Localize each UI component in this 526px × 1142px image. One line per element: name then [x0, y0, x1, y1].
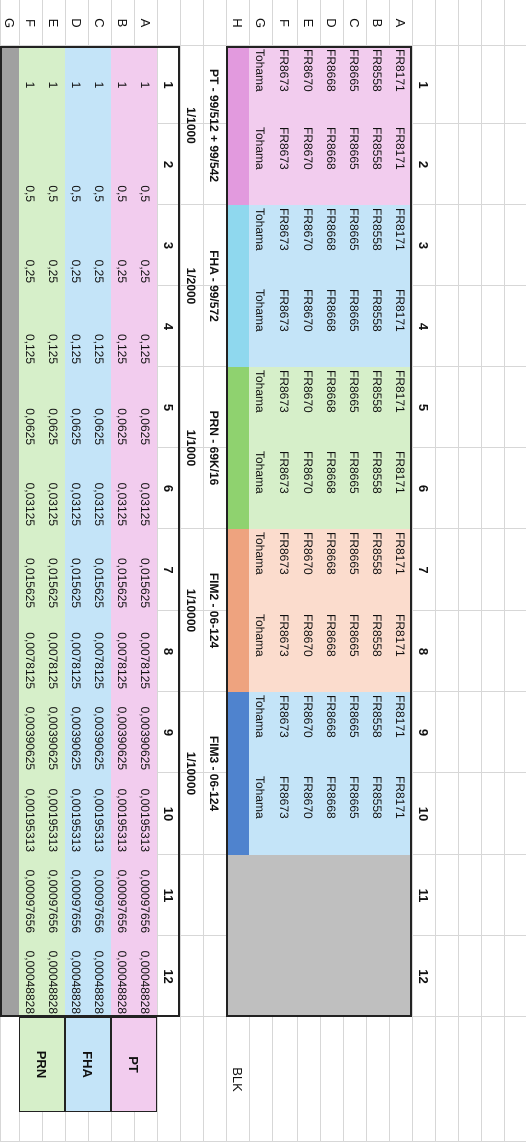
- dilution-well: 1: [111, 46, 134, 124]
- blank-label: BLK: [230, 1067, 245, 1092]
- dilution-well: 0,00390625: [111, 692, 134, 773]
- plate-well: FR8668: [320, 611, 343, 692]
- plate-well: FR8673: [272, 773, 297, 855]
- plate-well: FR8171: [389, 611, 412, 692]
- dilution-well: 0,00097656: [88, 855, 111, 936]
- dilution-well: 0,03125: [65, 448, 88, 529]
- dilution-well: 0,5: [111, 124, 134, 205]
- dilution-well: 0,25: [134, 205, 157, 286]
- plate-well: FR8558: [366, 46, 389, 124]
- plate-well: FR8668: [320, 773, 343, 855]
- dilution-well: 1: [65, 46, 88, 124]
- plate-well: FR8171: [389, 367, 412, 448]
- column-number: 1: [416, 81, 431, 89]
- column-number: 11: [416, 888, 431, 903]
- dilution-well: 0,0625: [111, 367, 134, 448]
- group-title: FIM2 - 06-124: [207, 572, 222, 649]
- plate-well: FR8673: [272, 46, 297, 124]
- plate-well: FR8558: [366, 286, 389, 367]
- dilution-well: 0,03125: [88, 448, 111, 529]
- plate-well: FR8665: [343, 692, 366, 773]
- dilution-well: 0,03125: [134, 448, 157, 529]
- column-number: 2: [416, 160, 431, 169]
- plate-well: FR8668: [320, 692, 343, 773]
- plate-well: FR8558: [366, 611, 389, 692]
- column-number: 8: [416, 647, 431, 656]
- dilution-well: 0,00048828: [111, 936, 134, 1017]
- dilution-well: 0,015625: [88, 529, 111, 611]
- dilution-well: 0,00195313: [19, 773, 42, 855]
- row-letter: B: [115, 18, 130, 28]
- plate-well: FR8171: [389, 773, 412, 855]
- plate-well: FR8668: [320, 529, 343, 611]
- column-number: 5: [161, 403, 176, 412]
- plate-well: Tohama: [249, 124, 272, 205]
- row-letter: E: [301, 18, 316, 28]
- dilution-well: 0,0625: [19, 367, 42, 448]
- dilution-well: 0,00097656: [19, 855, 42, 936]
- row-letter: A: [393, 18, 408, 28]
- plate-well: FR8670: [297, 46, 320, 124]
- plate-well: FR8668: [320, 286, 343, 367]
- plate-well: Tohama: [249, 46, 272, 124]
- plate-well: Tohama: [249, 448, 272, 529]
- row-letter: F: [23, 19, 38, 27]
- dilution-well: 0,0625: [65, 367, 88, 448]
- plate-well: FR8670: [297, 692, 320, 773]
- plate-well: FR8665: [343, 205, 366, 286]
- dilution-well: 0,03125: [111, 448, 134, 529]
- dilution-well: 0,0078125: [111, 611, 134, 692]
- plate-well: FR8670: [297, 367, 320, 448]
- column-number: 10: [161, 806, 176, 822]
- dilution-well: 0,00048828: [88, 936, 111, 1017]
- group-dilution: 1/1000: [184, 107, 199, 144]
- bottom-plate-border: [0, 46, 180, 1017]
- plate-well: FR8673: [272, 367, 297, 448]
- row-letter: H: [230, 18, 245, 28]
- group-title: PT - 99/512 + 99/542: [207, 68, 222, 183]
- plate-well: FR8670: [297, 611, 320, 692]
- column-number: 8: [161, 647, 176, 656]
- dilution-well: 0,0078125: [65, 611, 88, 692]
- row-letter: D: [324, 18, 339, 28]
- plate-row-label: PRN: [19, 1017, 65, 1112]
- plate-well: FR8171: [389, 124, 412, 205]
- dilution-well: 0,015625: [65, 529, 88, 611]
- plate-well: FR8673: [272, 205, 297, 286]
- plate-well: FR8558: [366, 205, 389, 286]
- row-letter: G: [2, 17, 17, 29]
- plate-well: Tohama: [249, 773, 272, 855]
- dilution-well: 0,5: [42, 124, 65, 205]
- column-number: 7: [416, 566, 431, 574]
- dilution-well: 0,0625: [134, 367, 157, 448]
- dilution-well: 0,25: [65, 205, 88, 286]
- plate-well: FR8558: [366, 124, 389, 205]
- plate-row-label: PT: [111, 1017, 157, 1112]
- plate-well: Tohama: [249, 611, 272, 692]
- plate-well: FR8171: [389, 448, 412, 529]
- plate-well: FR8171: [389, 692, 412, 773]
- row-letter: B: [370, 18, 385, 28]
- dilution-well: 0,00195313: [111, 773, 134, 855]
- dilution-well: 0,00097656: [65, 855, 88, 936]
- plate-well: Tohama: [249, 529, 272, 611]
- plate-well: FR8558: [366, 773, 389, 855]
- dilution-well: 0,0078125: [42, 611, 65, 692]
- dilution-well: 1: [19, 46, 42, 124]
- plate-well: Tohama: [249, 692, 272, 773]
- dilution-well: 0,015625: [111, 529, 134, 611]
- dilution-well: 0,00195313: [42, 773, 65, 855]
- plate-well: Tohama: [249, 367, 272, 448]
- dilution-well: 0,125: [111, 286, 134, 367]
- top-plate-border: [226, 46, 412, 1017]
- plate-well: FR8673: [272, 611, 297, 692]
- dilution-well: 0,125: [42, 286, 65, 367]
- plate-well: Tohama: [249, 286, 272, 367]
- dilution-well: 0,125: [65, 286, 88, 367]
- row-letter: E: [46, 18, 61, 28]
- row-letter: C: [347, 18, 362, 28]
- plate-well: FR8668: [320, 205, 343, 286]
- plate-well: FR8668: [320, 124, 343, 205]
- plate-well: FR8673: [272, 448, 297, 529]
- plate-well: FR8673: [272, 286, 297, 367]
- dilution-well: 0,25: [42, 205, 65, 286]
- group-title: FIM3 - 06-124: [207, 735, 222, 812]
- column-number: 11: [161, 888, 176, 903]
- dilution-well: 0,00390625: [42, 692, 65, 773]
- column-number: 7: [161, 566, 176, 574]
- dilution-well: 0,0625: [42, 367, 65, 448]
- dilution-well: 0,00097656: [42, 855, 65, 936]
- dilution-well: 0,00390625: [88, 692, 111, 773]
- plate-well: FR8670: [297, 124, 320, 205]
- dilution-well: 0,015625: [19, 529, 42, 611]
- column-number: 10: [416, 806, 431, 822]
- plate-well: FR8665: [343, 286, 366, 367]
- plate-well: FR8558: [366, 367, 389, 448]
- plate-well: FR8171: [389, 46, 412, 124]
- dilution-well: 0,00390625: [19, 692, 42, 773]
- dilution-well: 0,125: [88, 286, 111, 367]
- plate-well: FR8670: [297, 205, 320, 286]
- column-number: 4: [416, 322, 431, 331]
- dilution-well: 0,0078125: [19, 611, 42, 692]
- plate-well: FR8673: [272, 692, 297, 773]
- column-number: 3: [416, 241, 431, 250]
- dilution-well: 0,0078125: [88, 611, 111, 692]
- group-dilution: 1/1000: [184, 429, 199, 467]
- dilution-well: 0,25: [19, 205, 42, 286]
- dilution-well: 0,5: [88, 124, 111, 205]
- column-number: 4: [161, 322, 176, 331]
- dilution-well: 1: [134, 46, 157, 124]
- dilution-well: 0,00048828: [65, 936, 88, 1017]
- plate-well: FR8665: [343, 367, 366, 448]
- plate-well: FR8665: [343, 448, 366, 529]
- row-letter: F: [277, 19, 292, 27]
- plate-well: FR8171: [389, 205, 412, 286]
- plate-well: FR8171: [389, 529, 412, 611]
- dilution-well: 0,0625: [88, 367, 111, 448]
- plate-well: FR8665: [343, 611, 366, 692]
- plate-well: FR8670: [297, 286, 320, 367]
- dilution-well: 0,00048828: [42, 936, 65, 1017]
- dilution-well: 0,00195313: [88, 773, 111, 855]
- column-number: 6: [416, 484, 431, 493]
- row-letter: A: [138, 18, 153, 28]
- group-dilution: 1/2000: [184, 267, 199, 305]
- dilution-well: 1: [42, 46, 65, 124]
- plate-well: FR8558: [366, 692, 389, 773]
- group-dilution: 1/10000: [184, 588, 199, 633]
- plate-well: FR8668: [320, 367, 343, 448]
- plate-row-label: FHA: [65, 1017, 111, 1112]
- dilution-well: 0,00097656: [111, 855, 134, 936]
- plate-well: FR8665: [343, 773, 366, 855]
- group-title: PRN - 69K/16: [207, 410, 222, 486]
- plate-well: FR8665: [343, 124, 366, 205]
- dilution-well: 0,00097656: [134, 855, 157, 936]
- column-number: 12: [161, 969, 176, 984]
- group-dilution: 1/10000: [184, 751, 199, 796]
- plate-well: FR8668: [320, 46, 343, 124]
- dilution-well: 0,25: [88, 205, 111, 286]
- column-number: 12: [416, 969, 431, 984]
- row-letter: D: [69, 18, 84, 28]
- plate-well: FR8558: [366, 529, 389, 611]
- dilution-well: 0,125: [134, 286, 157, 367]
- dilution-well: 0,5: [19, 124, 42, 205]
- column-number: 9: [161, 728, 176, 737]
- plate-well: FR8673: [272, 124, 297, 205]
- row-letter: G: [253, 17, 268, 29]
- plate-well: FR8670: [297, 448, 320, 529]
- column-number: 1: [161, 81, 176, 89]
- dilution-well: 0,25: [111, 205, 134, 286]
- dilution-well: 0,03125: [19, 448, 42, 529]
- plate-well: FR8558: [366, 448, 389, 529]
- dilution-well: 0,5: [65, 124, 88, 205]
- dilution-well: 0,00195313: [134, 773, 157, 855]
- dilution-well: 0,00390625: [65, 692, 88, 773]
- column-number: 5: [416, 403, 431, 412]
- dilution-well: 0,03125: [42, 448, 65, 529]
- dilution-well: 1: [88, 46, 111, 124]
- group-title: FHA - 99/572: [207, 250, 222, 322]
- dilution-well: 0,015625: [42, 529, 65, 611]
- dilution-well: 0,5: [134, 124, 157, 205]
- column-number: 3: [161, 241, 176, 250]
- dilution-well: 0,015625: [134, 529, 157, 611]
- dilution-well: 0,00195313: [65, 773, 88, 855]
- dilution-well: 0,00048828: [19, 936, 42, 1017]
- dilution-well: 0,00390625: [134, 692, 157, 773]
- column-number: 9: [416, 728, 431, 737]
- plate-well: FR8171: [389, 286, 412, 367]
- plate-well: FR8673: [272, 529, 297, 611]
- column-number: 2: [161, 160, 176, 169]
- dilution-well: 0,00048828: [134, 936, 157, 1017]
- plate-well: FR8665: [343, 529, 366, 611]
- dilution-well: 0,125: [19, 286, 42, 367]
- column-number: 6: [161, 484, 176, 493]
- plate-well: FR8668: [320, 448, 343, 529]
- plate-well: FR8665: [343, 46, 366, 124]
- dilution-well: 0,0078125: [134, 611, 157, 692]
- plate-well: FR8670: [297, 773, 320, 855]
- plate-well: Tohama: [249, 205, 272, 286]
- plate-well: FR8670: [297, 529, 320, 611]
- row-letter: C: [92, 18, 107, 28]
